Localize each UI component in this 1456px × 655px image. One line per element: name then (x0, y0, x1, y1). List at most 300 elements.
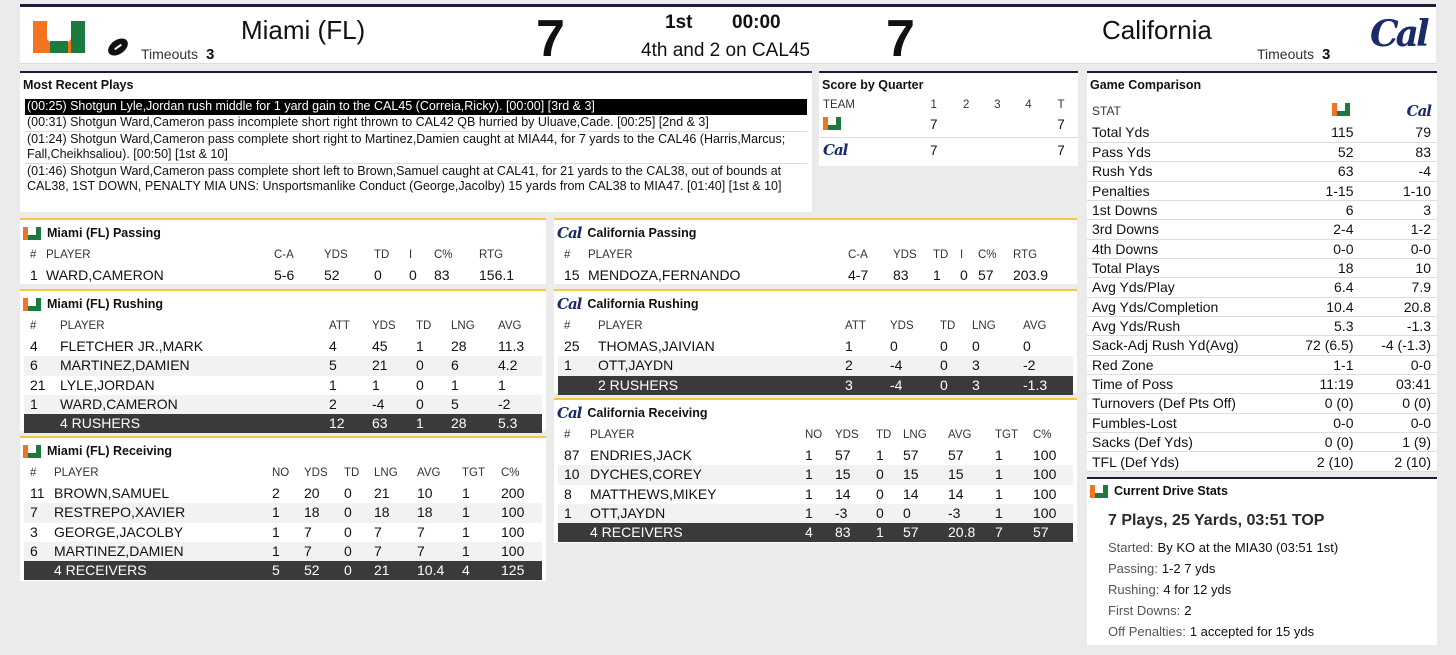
drive-line-label: Started: (1108, 540, 1154, 555)
col-header: PLAYER (588, 249, 633, 261)
table-total-row (558, 376, 1073, 395)
stat-value: 63 (1285, 162, 1361, 181)
stat-cell: 5 (272, 562, 280, 579)
comparison-row (1087, 394, 1437, 413)
stat-cell: 0 (374, 267, 382, 283)
drive-line (1108, 600, 1338, 621)
player-name: MARTINEZ,DAMIEN (54, 542, 184, 559)
stat-value: 03:41 (1362, 374, 1438, 393)
table-row (24, 337, 542, 356)
stat-label: Avg Yds/Play (1087, 278, 1285, 297)
stat-cell: 14 (903, 485, 919, 502)
stat-cell: 4 (329, 338, 337, 354)
col-header: C% (1033, 429, 1052, 441)
col-header: 4 (1025, 99, 1032, 111)
player-name: 4 RECEIVERS (590, 524, 683, 541)
stat-cell: 1 (876, 447, 884, 463)
stat-value: 0-0 (1362, 355, 1438, 374)
stat-cell: 2 (272, 485, 280, 501)
stat-cell: 0 (344, 504, 352, 521)
stat-value: 2 (10) (1362, 452, 1438, 471)
stat-value: -4 (-1.3) (1362, 336, 1438, 355)
panel-title (20, 294, 546, 314)
stat-cell: 1 (933, 267, 941, 283)
col-header: I (409, 249, 413, 261)
miami-logo-small (23, 298, 41, 311)
stat-value: 10.4 (1285, 297, 1361, 316)
col-header: YDS (890, 320, 914, 332)
stat-label: 1st Downs (1087, 200, 1285, 219)
comparison-row (1087, 162, 1437, 181)
play-item: (01:24) Shotgun Ward,Cameron pass complete short right to Martinez,Damien caught at MIA44, for 7 yards to the CAL46 (Harris,Marcus; Fall,Cheikhsaliou). [00:50] [1st & 10] (25, 132, 807, 164)
panel-title (554, 223, 1077, 243)
cal-passing-panel (554, 218, 1077, 284)
stat-cell: 1 (462, 504, 470, 521)
col-header: C% (434, 249, 453, 261)
stat-cell: 57 (978, 267, 994, 283)
stat-cell: 1 (30, 267, 38, 283)
stat-cell: 20 (304, 485, 320, 501)
cal-logo-small: Cal (557, 295, 582, 313)
stat-cell: 10.4 (417, 562, 445, 579)
col-header: AVG (1023, 320, 1047, 332)
panel-title-text: Miami (FL) Passing (47, 226, 161, 240)
stat-cell: 7 (417, 523, 425, 540)
total-score: 7 (1057, 142, 1065, 158)
stat-value: 1-15 (1285, 181, 1361, 200)
stat-cell: -4 (372, 395, 385, 412)
table-header-row (24, 248, 542, 266)
col-header: TGT (462, 467, 485, 479)
stat-cell: -4 (890, 357, 903, 374)
table-row (558, 504, 1073, 523)
comparison-row (1087, 316, 1437, 335)
drive-headline: 7 Plays, 25 Yards, 03:51 TOP (1108, 512, 1325, 529)
stat-cell: 0 (940, 376, 948, 393)
stat-cell: -3 (835, 504, 848, 521)
stat-label: Pass Yds (1087, 142, 1285, 161)
stat-cell: 0 (344, 485, 352, 501)
stat-value: 6.4 (1285, 278, 1361, 297)
table-header-row (558, 248, 1073, 266)
stat-cell: 0 (876, 466, 884, 483)
player-name: THOMAS,JAIVIAN (598, 338, 715, 354)
stat-value: 1-2 (1362, 220, 1438, 239)
total-score: 7 (1044, 113, 1078, 137)
stat-value: 115 (1285, 123, 1361, 142)
stat-cell: 14 (835, 485, 851, 502)
stat-cell: 15 (903, 466, 919, 483)
scoreboard (20, 4, 1436, 68)
stat-value: 7.9 (1362, 278, 1438, 297)
stat-cell: 1 (995, 485, 1003, 502)
stat-cell: 4 (462, 562, 470, 579)
table-row (24, 523, 542, 542)
stat-cell: 21 (374, 485, 390, 501)
stat-cell: 1 (416, 338, 424, 354)
stat-label: Total Plays (1087, 258, 1285, 277)
stat-label: Avg Yds/Rush (1087, 316, 1285, 335)
stat-cell: 83 (434, 267, 450, 283)
col-header: C% (978, 249, 997, 261)
stat-label: Rush Yds (1087, 162, 1285, 181)
player-name: GEORGE,JACOLBY (54, 523, 184, 540)
panel-title-text: Miami (FL) Rushing (47, 297, 163, 311)
game-clock: 00:00 (732, 12, 781, 33)
stat-cell: 0 (1023, 338, 1031, 354)
player-name: WARD,CAMERON (46, 267, 164, 283)
stat-cell: 7 (304, 542, 312, 559)
table-row (24, 376, 542, 395)
col-header: NO (272, 467, 290, 479)
table-row (819, 113, 1078, 137)
stat-cell: 1 (462, 485, 470, 501)
cal-rushing-panel (554, 289, 1077, 393)
stat-cell: 1 (805, 504, 813, 521)
game-comparison-title: Game Comparison (1090, 78, 1202, 92)
score-by-quarter-panel (819, 71, 1078, 166)
stat-cell: 57 (835, 447, 851, 463)
table-row (558, 446, 1073, 465)
stat-cell: -4 (890, 376, 903, 393)
comparison-row (1087, 433, 1437, 452)
player-name: MARTINEZ,DAMIEN (60, 357, 190, 374)
stat-cell: 0 (416, 395, 424, 412)
score-by-quarter-title: Score by Quarter (822, 78, 924, 92)
home-timeouts (141, 46, 214, 63)
stat-label: Time of Poss (1087, 374, 1285, 393)
player-name: DYCHES,COREY (590, 466, 703, 483)
stat-cell: 28 (451, 338, 467, 354)
stat-cell: 28 (451, 415, 467, 432)
home-timeouts-count: 3 (205, 46, 215, 63)
player-name: OTT,JAYDN (598, 357, 674, 374)
stat-cell: 3 (845, 376, 853, 393)
stat-label: TFL (Def Yds) (1087, 452, 1285, 471)
stat-label: Turnovers (Def Pts Off) (1087, 394, 1285, 413)
quarter-score (982, 137, 1013, 163)
col-header: LNG (451, 320, 475, 332)
miami-logo (33, 21, 85, 53)
stat-cell: 203.9 (1013, 267, 1049, 283)
col-header: TEAM (823, 99, 855, 111)
comparison-row (1087, 355, 1437, 374)
cal-logo-small: Cal (557, 404, 582, 422)
stat-cell: 52 (324, 267, 340, 283)
stat-cell: 18 (417, 504, 433, 521)
table-total-row (558, 523, 1073, 542)
panel-title (20, 441, 546, 461)
col-header: YDS (893, 249, 917, 261)
table-row (24, 542, 542, 561)
table-row (558, 485, 1073, 504)
stat-cell: 6 (451, 357, 459, 374)
stat-cell: 10 (417, 485, 433, 501)
col-header: TD (374, 249, 390, 261)
stat-cell: 1 (416, 415, 424, 432)
stat-value: 0 (0) (1285, 394, 1361, 413)
stat-cell: 1 (564, 504, 572, 521)
stat-cell: 7 (417, 542, 425, 559)
stat-cell: -2 (498, 395, 511, 412)
stat-cell: 0 (890, 338, 898, 354)
home-score: 7 (536, 10, 565, 68)
stat-cell: 57 (903, 447, 919, 463)
stat-cell: 1 (462, 523, 470, 540)
comparison-row (1087, 374, 1437, 393)
panel-title (20, 223, 546, 243)
stat-cell: 4-7 (848, 267, 869, 283)
drive-line (1108, 621, 1338, 642)
player-name: 4 RUSHERS (60, 415, 141, 432)
cal-logo: Cal (1370, 13, 1427, 55)
away-team-name: California (1102, 15, 1212, 45)
col-header: # (564, 429, 571, 441)
stat-cell: 0 (409, 267, 417, 283)
stat-cell: 15 (948, 466, 964, 483)
stat-value: -4 (1362, 162, 1438, 181)
drive-line-value: 2 (1184, 603, 1192, 618)
drive-line (1108, 537, 1338, 558)
stat-value: 0 (0) (1362, 394, 1438, 413)
comparison-row (1087, 239, 1437, 258)
stat-cell: 0 (416, 376, 424, 393)
player-name: MENDOZA,FERNANDO (588, 267, 741, 283)
stat-value: 0-0 (1362, 239, 1438, 258)
table-row (24, 395, 542, 414)
play-item: (00:31) Shotgun Ward,Cameron pass incomplete short right thrown to CAL42 QB hurried by Uluave,Cade. [00:25] [2nd & 3] (25, 115, 807, 132)
col-header: PLAYER (54, 467, 99, 479)
comparison-row (1087, 278, 1437, 297)
stat-cell: 7 (374, 523, 382, 540)
stat-value: 52 (1285, 142, 1361, 161)
stat-cell: 4 (805, 524, 813, 541)
cal-logo-small: Cal (823, 141, 848, 160)
stat-cell: 11 (30, 485, 45, 501)
comparison-row (1087, 142, 1437, 161)
col-header: # (564, 249, 571, 261)
stat-cell: 21 (372, 357, 388, 374)
col-header: RTG (479, 249, 504, 261)
col-header: C-A (848, 249, 868, 261)
col-header: C-A (274, 249, 294, 261)
stat-cell: 0 (344, 562, 352, 579)
stat-cell: 0 (876, 504, 884, 521)
stat-value: 1-10 (1362, 181, 1438, 200)
col-header: PLAYER (598, 320, 643, 332)
quarter-score (982, 113, 1013, 137)
col-header: T (1057, 99, 1065, 111)
player-name: 4 RECEIVERS (54, 562, 147, 579)
player-name: ENDRIES,JACK (590, 447, 692, 463)
away-timeouts-count: 3 (1321, 46, 1331, 63)
stat-cell: 100 (1033, 504, 1057, 521)
stat-cell: 156.1 (479, 267, 515, 283)
player-name: RESTREPO,XAVIER (54, 504, 186, 521)
stat-value: 0-0 (1362, 413, 1438, 432)
player-name: BROWN,SAMUEL (54, 485, 170, 501)
stat-cell: 100 (501, 523, 525, 540)
player-name: WARD,CAMERON (60, 395, 178, 412)
quarter-score: 7 (917, 113, 951, 137)
comparison-row (1087, 200, 1437, 219)
cal-logo-small: Cal (1406, 102, 1431, 120)
table-row (24, 484, 542, 503)
stat-cell: 21 (374, 562, 390, 579)
miami-logo-small (1090, 485, 1108, 498)
col-header: 3 (994, 99, 1001, 111)
stat-cell: 87 (564, 447, 580, 463)
panel-title-text: California Receiving (587, 406, 708, 420)
table-total-row (24, 561, 542, 580)
player-name: 2 RUSHERS (598, 376, 679, 393)
col-header: TD (933, 249, 949, 261)
table-row (558, 337, 1073, 356)
game-comparison-panel (1087, 71, 1437, 472)
col-header: # (30, 249, 37, 261)
play-item: (00:25) Shotgun Lyle,Jordan rush middle for 1 yard gain to the CAL45 (Correia,Ricky). [00:00] [3rd & 3] (25, 99, 807, 115)
table-row (819, 137, 1078, 163)
stat-cell: 20.8 (948, 524, 976, 541)
stat-value: 0-0 (1285, 413, 1361, 432)
col-header: RTG (1013, 249, 1038, 261)
stat-cell: 6 (30, 542, 38, 559)
stat-cell: 11.3 (498, 338, 525, 354)
comparison-row (1087, 297, 1437, 316)
cal-receiving-panel (554, 398, 1077, 543)
stat-cell: 25 (564, 338, 580, 354)
panel-title-text: California Passing (587, 226, 697, 240)
stat-cell: 1 (329, 376, 337, 393)
miami-logo-small (23, 445, 41, 458)
col-header: AVG (948, 429, 972, 441)
stat-cell: 18 (374, 504, 390, 521)
col-header: NO (805, 429, 823, 441)
table-row (558, 465, 1073, 484)
col-header: PLAYER (590, 429, 635, 441)
col-header: PLAYER (46, 249, 91, 261)
col-header: # (30, 320, 37, 332)
stat-cell: 7 (374, 542, 382, 559)
stat-cell: 5 (329, 357, 337, 374)
stat-cell: 63 (372, 415, 388, 432)
stat-label: Sacks (Def Yds) (1087, 433, 1285, 452)
home-timeouts-label: Timeouts (141, 46, 199, 62)
stat-cell: 1 (805, 447, 813, 463)
stat-cell: 1 (995, 466, 1003, 483)
table-total-row (24, 414, 542, 433)
recent-plays-panel (20, 71, 812, 212)
stat-value: 3 (1362, 200, 1438, 219)
current-drive-panel (1087, 477, 1437, 645)
stat-cell: 1 (498, 376, 506, 393)
player-name: MATTHEWS,MIKEY (590, 485, 717, 502)
col-header: LNG (972, 320, 996, 332)
comparison-row (1087, 123, 1437, 142)
stat-cell: 18 (304, 504, 320, 521)
stat-cell: 0 (960, 267, 968, 283)
stat-cell: 1 (805, 466, 813, 483)
table-header-row (558, 319, 1073, 337)
stat-label: Penalties (1087, 181, 1285, 200)
drive-line-value: 1-2 7 yds (1161, 561, 1216, 576)
col-header: YDS (372, 320, 396, 332)
quarter-score (951, 137, 982, 163)
play-item: (01:46) Shotgun Ward,Cameron pass complete short left to Brown,Samuel caught at CAL41, for 21 yards to the CAL38, out of bounds at CAL38, 1ST DOWN, PENALTY MIA UNS: Unsportsmanlike Conduct (George,Jacolby) 15 yards from CAL38 to MIA47. [01:40] [1st & 10] (27, 163, 782, 193)
stat-cell: 4.2 (498, 357, 518, 374)
stat-label: Total Yds (1087, 123, 1285, 142)
quarter-score (951, 113, 982, 137)
stat-value: 83 (1362, 142, 1438, 161)
col-header: TD (940, 320, 956, 332)
mia-rushing-panel (20, 289, 546, 431)
stat-value: 2 (10) (1285, 452, 1361, 471)
stat-cell: 1 (272, 542, 280, 559)
drive-line-label: Off Penalties: (1108, 624, 1186, 639)
stat-value: 0-0 (1285, 239, 1361, 258)
stat-cell: 1 (451, 376, 459, 393)
stat-cell: 0 (416, 357, 424, 374)
stat-cell: 1 (272, 504, 280, 521)
stat-cell: 100 (1033, 466, 1057, 483)
quarter-score (1013, 113, 1044, 137)
stat-cell: -1.3 (1023, 376, 1048, 393)
col-header: YDS (324, 249, 348, 261)
stat-cell: 15 (835, 466, 851, 483)
stat-cell: 83 (893, 267, 909, 283)
stat-cell: 52 (304, 562, 320, 579)
stat-cell: 1 (845, 338, 853, 354)
home-team-name: Miami (FL) (241, 15, 366, 45)
col-header: # (564, 320, 571, 332)
drive-line-label: First Downs: (1108, 603, 1181, 618)
stat-cell: 4 (30, 338, 38, 354)
col-header: TGT (995, 429, 1018, 441)
table-row (558, 356, 1073, 375)
stat-cell: 3 (972, 357, 980, 374)
stat-cell: 1 (462, 542, 470, 559)
stat-cell: 1 (876, 524, 884, 541)
stat-cell: 14 (948, 485, 964, 502)
col-header: C% (501, 467, 520, 479)
stat-cell: 0 (344, 542, 352, 559)
cal-logo-small: Cal (557, 224, 582, 242)
stat-cell: 100 (501, 504, 525, 521)
down-and-distance: 4th and 2 on CAL45 (641, 40, 811, 61)
col-header: PLAYER (60, 320, 105, 332)
table-row (24, 503, 542, 522)
stat-value: 1 (9) (1362, 433, 1438, 452)
stat-cell: 10 (564, 466, 580, 483)
stat-label: Fumbles-Lost (1087, 413, 1285, 432)
col-header: 1 (930, 99, 937, 111)
mia-passing-panel (20, 218, 546, 284)
stat-cell: 15 (564, 267, 580, 283)
stat-cell: -2 (1023, 357, 1036, 374)
quarter-score (1013, 137, 1044, 163)
stat-cell: 0 (876, 485, 884, 502)
away-timeouts-label: Timeouts (1257, 46, 1315, 62)
away-timeouts (1257, 46, 1330, 63)
stat-cell: 7 (304, 523, 312, 540)
stat-value: 5.3 (1285, 316, 1361, 335)
col-header: 2 (963, 99, 970, 111)
table-row (24, 356, 542, 375)
stat-value: 79 (1362, 123, 1438, 142)
stat-cell: 83 (835, 524, 851, 541)
stat-label: Sack-Adj Rush Yd(Avg) (1087, 336, 1285, 355)
current-drive-title-text: Current Drive Stats (1114, 484, 1228, 498)
